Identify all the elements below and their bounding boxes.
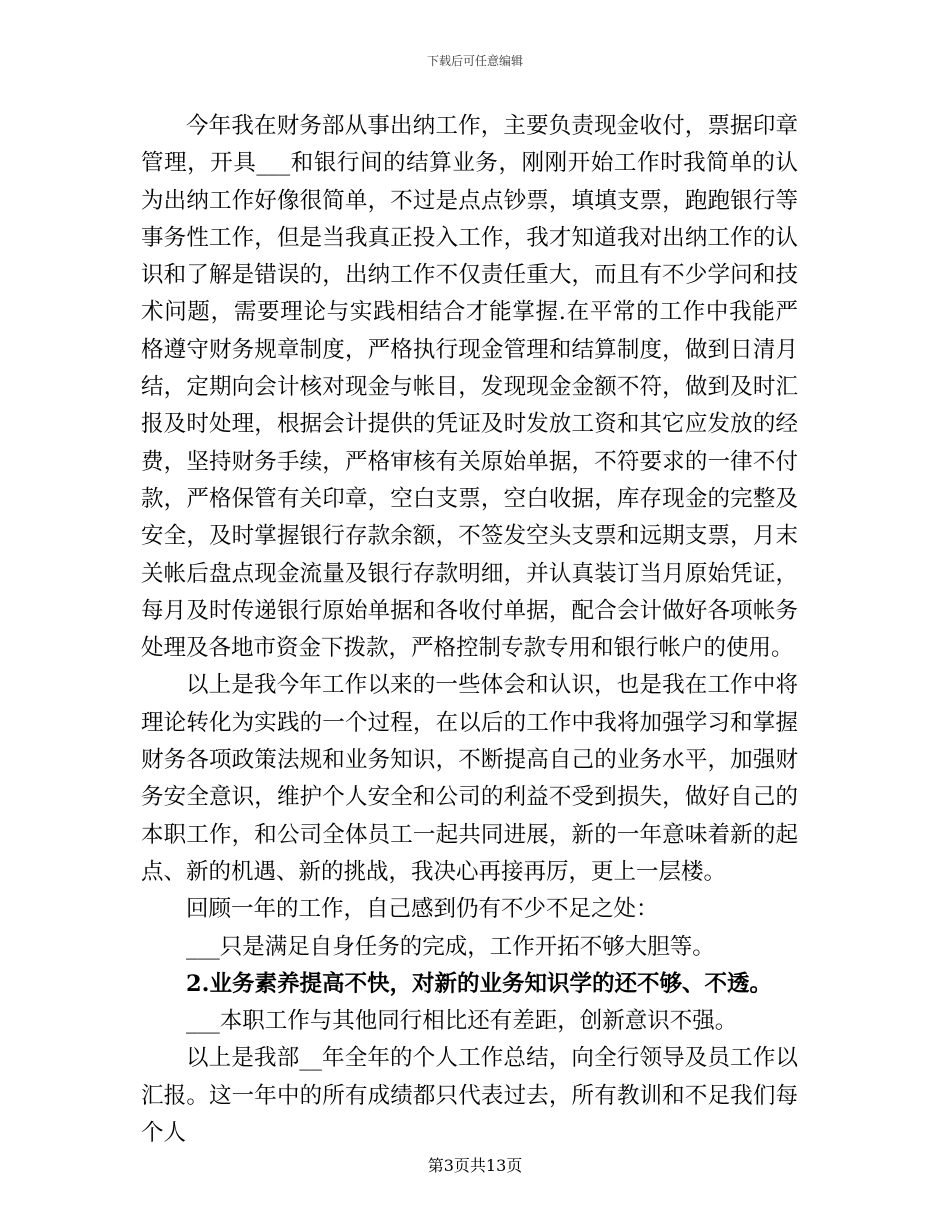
paragraph-shortcoming-2: 2.业务素养提高不快，对新的业务知识学的还不够、不透。 — [186, 970, 772, 997]
paragraph-cashier-duties: 今年我在财务部从事出纳工作，主要负责现金收付，票据印章管理，开具___和银行间的结算业务，刚刚开始工作时我简单的认为出纳工作好像很简单，不过是点点钞票，填填支票，跑跑银行等事务性工作，但是当我真正投入工作，我才知道我对出纳工作的认识和了解是错误的，出纳工作不仅责任重大，而且有不少学问和技术问题，需要理论与实践相结合才能掌握.在平常的工作中我能严格遵守财务规章制度，严格执行现金管理和结算制度，做到日清月结，定期向会计核对现金与帐目，发现现金金额不符，做到及时汇报及时处理，根据会计提供的凭证及时发放工资和其它应发放的经费，坚持财务手续，严格审核有关原始单据，不符要求的一律不付款，严格保管有关印章，空白支票，空白收据，库存现金的完整及安全，及时掌握银行存款余额，不签发空头支票和远期支票，月末关帐后盘点现金流量及银行存款明细，并认真装订当月原始凭证，每月及时传递银行原始单据和各收付单据，配合会计做好各项帐务处理及各地市资金下拨款，严格控制专款专用和银行帐户的使用。 — [141, 113, 798, 662]
paragraph-reflections: 以上是我今年工作以来的一些体会和认识，也是我在工作中将理论转化为实践的一个过程，在以后的工作中我将加强学习和掌握财务各项政策法规和业务知识，不断提高自己的业务水平，加强财务安全意识，维护个人安全和公司的利益不受到损失，做好自己的本职工作，和公司全体员工一起共同进展，新的一年意味着新的起点、新的机遇、新的挑战，我决心再接再厉，更上一层楼。 — [141, 672, 798, 885]
document-body — [141, 108, 798, 1152]
paragraph-shortcoming-1: ___只是满足自身任务的完成，工作开拓不够大胆等。 — [186, 933, 715, 960]
paragraph-summary: 以上是我部__年全年的个人工作总结，向全行领导及员工作以汇报。这一年中的所有成绩都只代表过去，所有教训和不足我们每个人 — [141, 1045, 798, 1147]
paragraph-shortcomings-intro: 回顾一年的工作，自己感到仍有不少不足之处： — [186, 896, 659, 923]
page-number: 第3页共13页 — [427, 1156, 523, 1175]
page-header: 下载后可任意编辑 — [426, 54, 523, 68]
paragraph-shortcoming-3: ___本职工作与其他同行相比还有差距，创新意识不强。 — [186, 1008, 738, 1035]
